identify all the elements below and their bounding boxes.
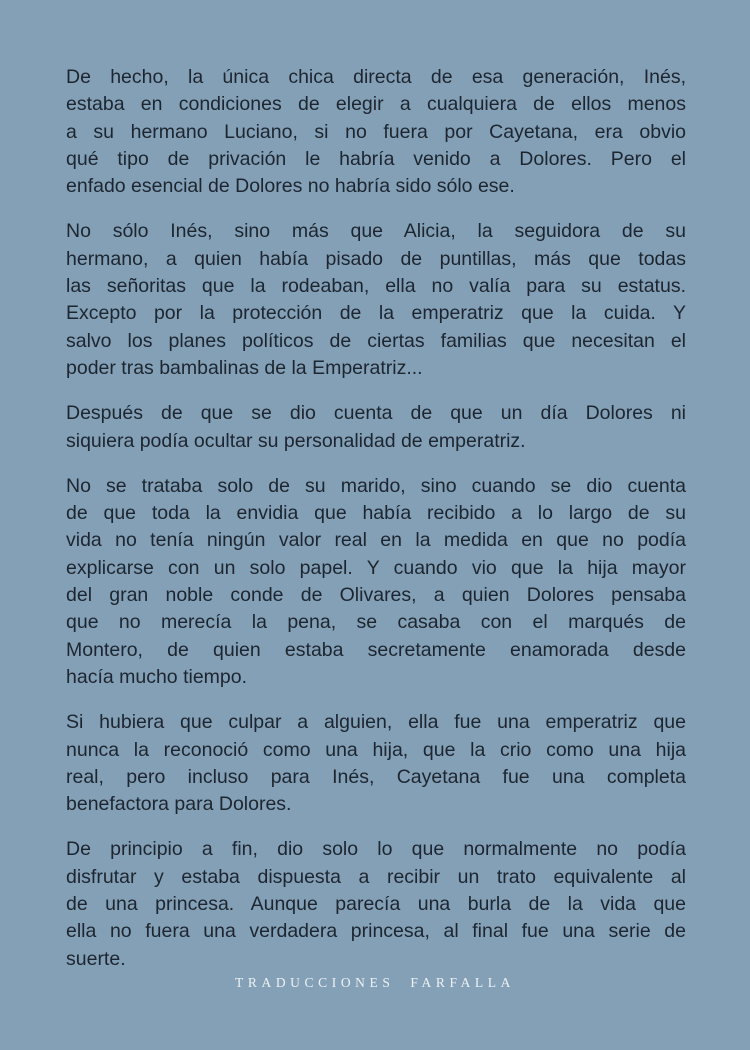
text-line: hacía mucho tiempo. [66, 665, 248, 688]
paragraph [66, 836, 686, 972]
text-line: ella no fuera una verdadera princesa, al final fue una serie de [66, 920, 686, 943]
paragraph [66, 64, 686, 200]
text-line: hermano, a quien había pisado de puntillas, más que todas [66, 247, 686, 270]
footer-credit: TRADUCCIONES FARFALLA [235, 975, 515, 990]
text-line: qué tipo de privación le habría venido a Dolores. Pero el [66, 147, 686, 170]
text-line: salvo los planes políticos de ciertas familias que necesitan el [66, 329, 686, 352]
text-line: siquiera podía ocultar su personalidad de emperatriz. [66, 429, 526, 452]
text-line: a su hermano Luciano, si no fuera por Cayetana, era obvio [66, 120, 686, 143]
text-line: nunca la reconoció como una hija, que la crio como una hija [66, 738, 686, 761]
text-line: enfado esencial de Dolores no habría sido sólo ese. [66, 175, 515, 198]
text-line: No se trataba solo de su marido, sino cuando se dio cuenta [66, 474, 686, 497]
text-line: Si hubiera que culpar a alguien, ella fue una emperatriz que [66, 711, 686, 734]
text-line: Excepto por la protección de la emperatriz que la cuida. Y [66, 302, 686, 325]
text-line: poder tras bambalinas de la Emperatriz... [66, 356, 423, 379]
text-line: las señoritas que la rodeaban, ella no valía para su estatus. [66, 275, 686, 298]
text-line: explicarse con un solo papel. Y cuando vio que la hija mayor [66, 556, 686, 579]
paragraph [66, 473, 686, 691]
text-line: De hecho, la única chica directa de esa generación, Inés, [66, 66, 686, 88]
page-body [66, 64, 686, 991]
text-line: de una princesa. Aunque parecía una burla de la vida que [66, 893, 686, 916]
text-line: No sólo Inés, sino más que Alicia, la seguidora de su [66, 220, 686, 243]
paragraph [66, 709, 686, 818]
paragraph [66, 400, 686, 455]
text-line: real, pero incluso para Inés, Cayetana fue una completa [66, 765, 686, 788]
paragraph [66, 218, 686, 382]
text-line: Después de que se dio cuenta de que un día Dolores ni [66, 402, 686, 425]
text-line: benefactora para Dolores. [66, 793, 292, 816]
text-line: que no merecía la pena, se casaba con el marqués de [66, 611, 686, 634]
text-line: suerte. [66, 947, 126, 970]
text-line: Montero, de quien estaba secretamente enamorada desde [66, 638, 686, 661]
text-line: vida no tenía ningún valor real en la medida en que no podía [66, 529, 686, 552]
text-line: disfrutar y estaba dispuesta a recibir un trato equivalente al [66, 865, 686, 888]
text-line: De principio a fin, dio solo lo que normalmente no podía [66, 838, 686, 861]
text-line: estaba en condiciones de elegir a cualquiera de ellos menos [66, 93, 686, 116]
text-line: de que toda la envidia que había recibido a lo largo de su [66, 502, 686, 525]
text-line: del gran noble conde de Olivares, a quien Dolores pensaba [66, 584, 686, 607]
